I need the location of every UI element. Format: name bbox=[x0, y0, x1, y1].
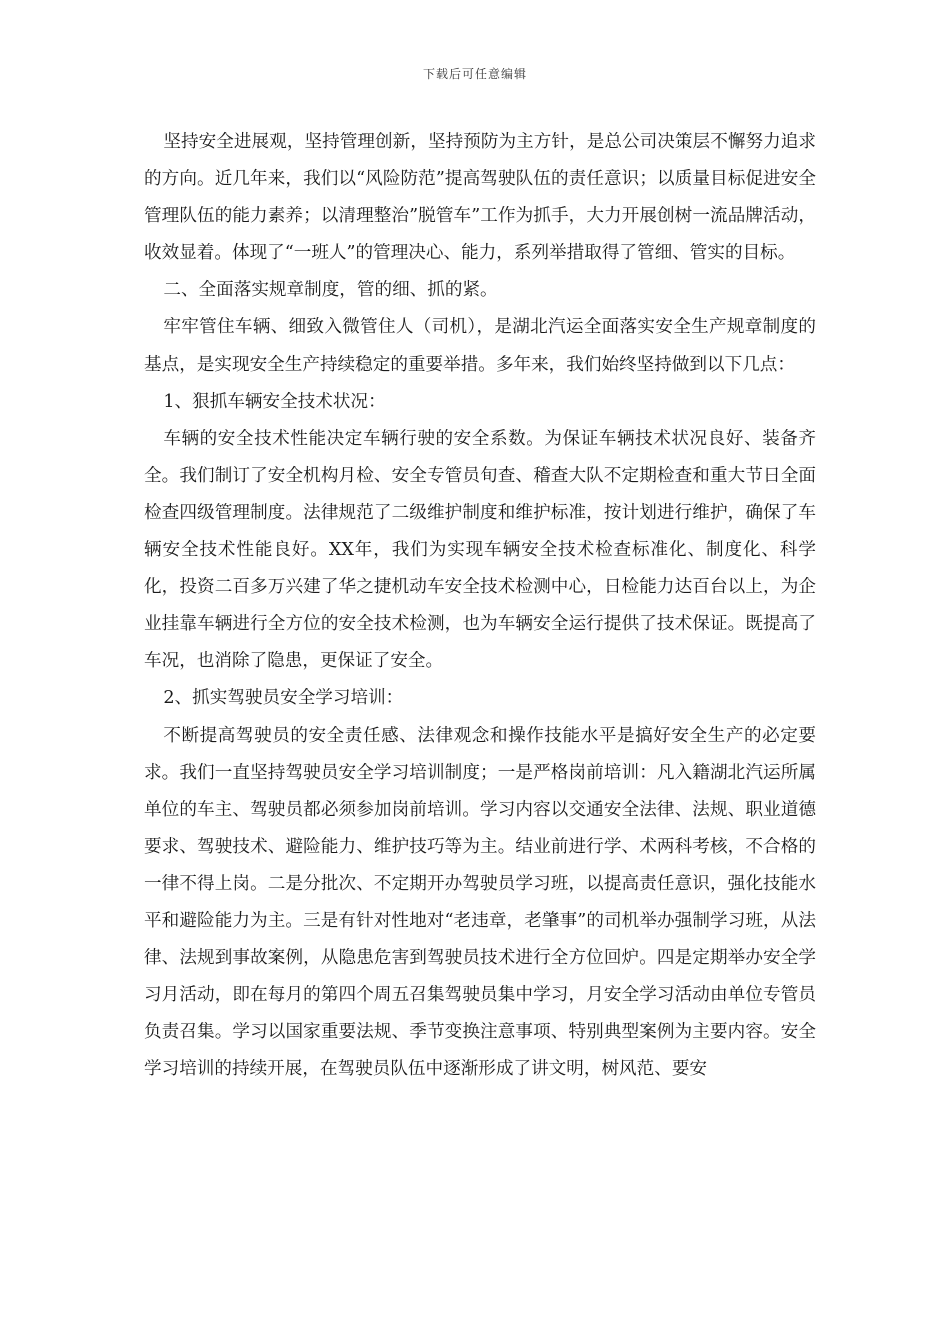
paragraph-intro: 坚持安全进展观，坚持管理创新，坚持预防为主方针，是总公司决策层不懈努力追求的方向。近几年来，我们以“风险防范”提高驾驶队伍的责任意识；以质量目标促进安全管理队伍的能力素养；以清理整治”脱管车”工作为抓手，大力开展创树一流品牌活动，收效显着。体现了“一班人”的管理决心、能力，系列举措取得了管细、管实的目标。 bbox=[144, 132, 816, 264]
document-body bbox=[144, 124, 816, 1088]
paragraph-driver-training: 不断提高驾驶员的安全责任感、法律观念和操作技能水平是搞好安全生产的必定要求。我们一直坚持驾驶员安全学习培训制度；一是严格岗前培训：凡入籍湖北汽运所属单位的车主、驾驶员都必须参加岗前培训。学习内容以交通安全法律、法规、职业道德要求、驾驶技术、避险能力、维护技巧等为主。结业前进行学、术两科考核，不合格的一律不得上岗。二是分批次、不定期开办驾驶员学习班，以提高责任意识，强化技能水平和避险能力为主。三是有针对性地对“老违章，老肇事”的司机举办强制学习班，从法律、法规到事故案例，从隐患危害到驾驶员技术进行全方位回炉。四是定期举办安全学习月活动，即在每月的第四个周五召集驾驶员集中学习，月安全学习活动由单位专管员负责召集。学习以国家重要法规、季节变换注意事项、特别典型案例为主要内容。安全学习培训的持续开展，在驾驶员队伍中逐渐形成了讲文明，树风范、要安 bbox=[144, 725, 816, 1080]
section-heading-2: 二、全面落实规章制度，管的细、抓的紧。 bbox=[163, 280, 498, 301]
subheading-driver-training: 2、抓实驾驶员安全学习培训： bbox=[163, 688, 404, 709]
subheading-vehicle-safety: 1、狠抓车辆安全技术状况： bbox=[163, 391, 386, 412]
paragraph-vehicle-safety: 车辆的安全技术性能决定车辆行驶的安全系数。为保证车辆技术状况良好、装备齐全。我们制订了安全机构月检、安全专管员旬查、稽查大队不定期检查和重大节日全面检查四级管理制度。法律规范了二级维护制度和维护标准，按计划进行维护，确保了车辆安全技术性能良好。XX年，我们为实现车辆安全技术检查标准化、制度化、科学化，投资二百多万兴建了华之捷机动车安全技术检测中心，日检能力达百台以上，为企业挂靠车辆进行全方位的安全技术检测，也为车辆安全运行提供了技术保证。既提高了车况，也消除了隐患，更保证了安全。 bbox=[144, 428, 816, 672]
paragraph-section-2: 牢牢管住车辆、细致入微管住人（司机），是湖北汽运全面落实安全生产规章制度的基点，是实现安全生产持续稳定的重要举措。多年来，我们始终坚持做到以下几点： bbox=[144, 317, 816, 375]
page-header-note: 下载后可任意编辑 bbox=[422, 67, 527, 81]
